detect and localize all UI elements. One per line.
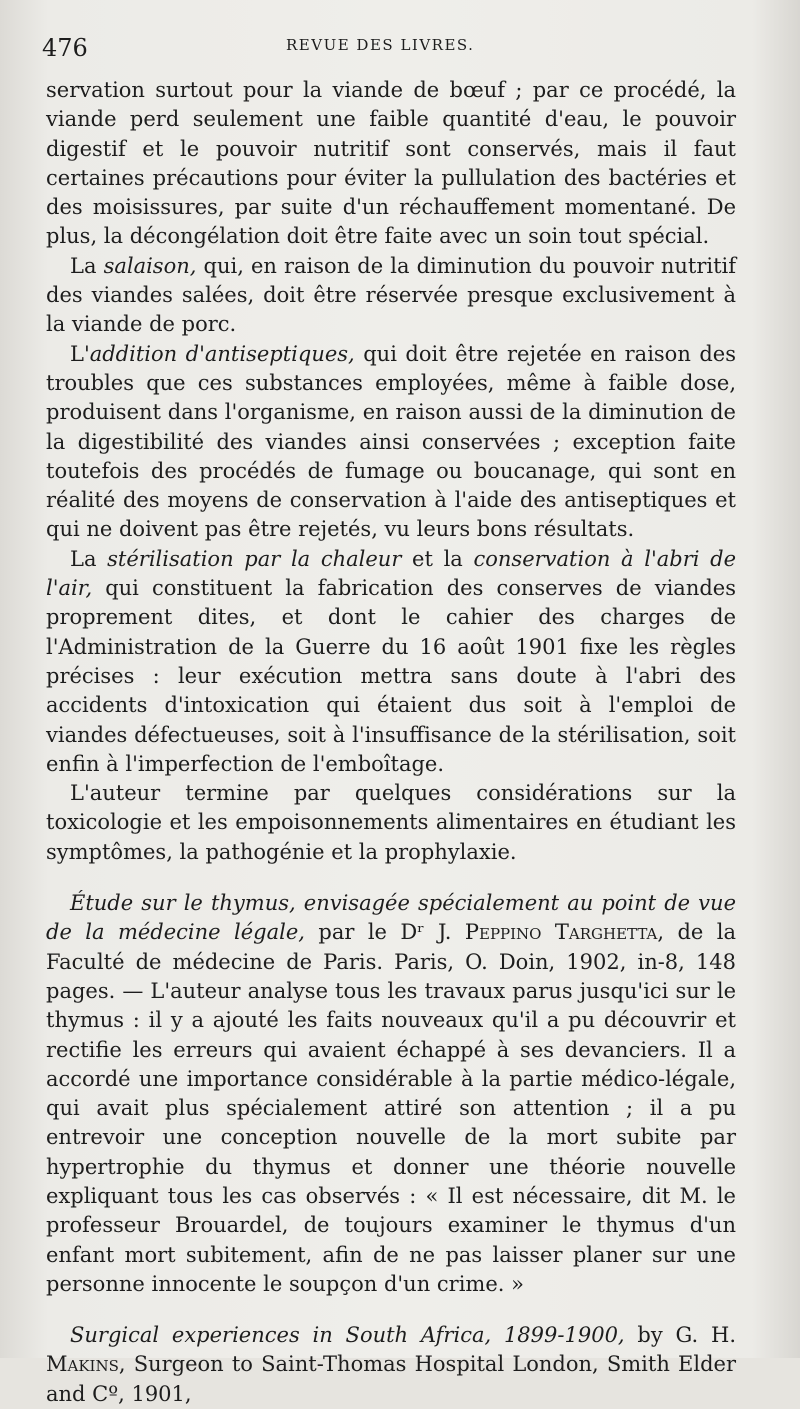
paragraph-text: qui constituent la fabrication des conserves de viandes proprement dites, et dont le cahier des charges de l'Administration de la Guerre du 16 août 1901 fixe les règles précises : leur exécution mettra sans doute à l'abri des accidents d'intoxication qui étaient dus soit à l'emploi de viandes défectueuses, soit à l'insuffisance de la stérilisation, soit enfin à l'imperfection de l'emboîtage. [46,576,736,776]
page-body [46,76,736,1409]
paragraph-freezing-continued: servation surtout pour la viande de bœuf ; par ce procédé, la viande perd seulement une faible quantité d'eau, le pouvoir digestif et le pouvoir nutritif sont conservés, mais il faut certaines précautions pour éviter la pullulation des bactéries et des moisissures, par suite d'un réchauffement momentané. De plus, la décongélation doit être faite avec un soin tout spécial. [46,78,736,249]
page-header [42,34,742,64]
page-number: 476 [42,34,88,62]
paragraph-salting [46,252,736,340]
review-thymus [46,889,736,1299]
paragraph-lead: L' [70,341,90,366]
review-title: Étude sur le thymus, envisagée spécialement au point de vue de la médecine légale, [46,891,736,945]
paragraph-lead: La [70,253,104,278]
review-text: de la Faculté de médecine de Paris. Paris, O. Doin, 1902, in-8, 148 pages. — L'auteur analyse tous les travaux parus jusqu'ici sur le thymus : il y a ajouté les faits nouveaux qu'il a pu découvrir et rectifie les erreurs qui avaient échappé à ses devanciers. Il a accordé une importance considérable à la partie médico-légale, qui avait plus spécialement attiré son attention ; il a pu entrevoir une conception nouvelle de la mort subite par hypertrophie du thymus et donner une théorie nouvelle expliquant tous les cas observés : « Il est nécessaire, dit M. le professeur Brouardel, de toujours examiner le thymus d'un enfant mort subitement, afin de ne pas laisser planer sur une personne innocente le soupçon d'un crime. » [46,920,736,1296]
paragraph-text: et la [401,546,474,571]
paragraph-antiseptics [46,340,736,545]
italic-term: stérilisation par la chaleur [107,546,402,571]
review-title: Surgical experiences in South Africa, 1899-1900, [70,1323,625,1348]
review-author: Peppino Targhetta, [464,920,665,945]
italic-term: addition d'antiseptiques, [89,341,355,366]
section-gap [46,1299,736,1321]
review-author: Makins, [46,1352,126,1377]
running-title: REVUE DES LIVRES. [286,36,475,54]
section-gap [46,867,736,889]
review-surgical [46,1321,736,1409]
paragraph-text: qui doit être rejetée en raison des troubles que ces substances employées, même à faible dose, produisent dans l'organisme, en raison aussi de la diminution de la digestibilité des viandes ainsi conservées ; exception faite toutefois des procédés de fumage ou boucanage, qui sont en réalité des moyens de conservation à l'aide des antiseptiques et qui ne doivent pas être rejetés, vu leurs bons résultats. [46,341,736,542]
review-byline: par le Dʳ J. [304,920,465,945]
paragraph-text: qui, en raison de la diminution du pouvoir nutritif des viandes salées, doit être réservée presque exclusivement à la viande de porc. [46,253,737,337]
paragraph-conclusion: L'auteur termine par quelques considérations sur la toxicologie et les empoisonnements alimentaires en étudiant les symptômes, la pathogénie et la prophylaxie. [46,781,736,864]
italic-term: salaison, [103,253,197,278]
review-byline: by G. H. [624,1323,736,1348]
review-text: Surgeon to Saint-Thomas Hospital London, Smith Elder and Cº, 1901, [46,1352,736,1406]
paragraph-sterilisation [46,545,736,779]
italic-term: conservation à l'abri de l'air, [46,546,736,601]
paragraph-lead: La [70,546,108,571]
